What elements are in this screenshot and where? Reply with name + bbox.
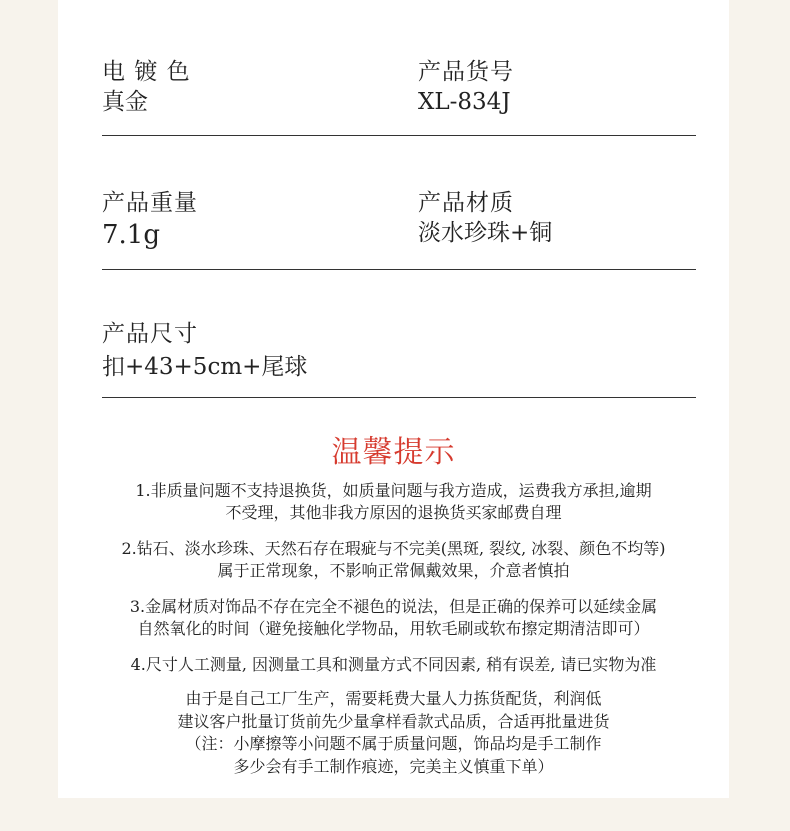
- spec-material: [418, 188, 552, 248]
- tip-line: 不受理，其他非我方原因的退换货买家邮费自理: [225, 503, 562, 522]
- spec-label: 产品材质: [418, 190, 514, 216]
- spec-label: 产品尺寸: [102, 321, 198, 347]
- spec-weight: [102, 188, 198, 252]
- spec-label: 电 镀 色: [102, 59, 191, 85]
- divider: [102, 135, 696, 136]
- spec-value: 7.1g: [102, 220, 160, 250]
- footer-line: （注：小摩擦等小问题不属于质量问题，饰品均是手工制作: [185, 734, 602, 753]
- footer-notice: [58, 688, 729, 778]
- tip-line: 4.尺寸人工测量, 因测量工具和测量方式不同因素, 稍有误差, 请已实物为准: [130, 655, 657, 674]
- spec-value: 淡水珍珠+铜: [418, 220, 553, 246]
- divider: [102, 269, 696, 270]
- tip-item-1: [58, 480, 729, 524]
- spec-label: 产品重量: [102, 190, 198, 216]
- spec-item-number: [418, 57, 514, 117]
- tip-line: 1.非质量问题不支持退换货，如质量问题与我方造成，运费我方承担,逾期: [135, 481, 652, 500]
- tip-line: 自然氧化的时间（避免接触化学物品，用软毛刷或软布擦定期清洁即可）: [137, 619, 650, 638]
- spec-plating-color: [102, 57, 191, 117]
- spec-size: [102, 319, 307, 382]
- footer-line: 建议客户批量订货前先少量拿样看款式品质，合适再批量进货: [177, 711, 610, 731]
- footer-line: 多少会有手工制作痕迹，完美主义慎重下单）: [233, 756, 554, 776]
- footer-line: 由于是自己工厂生产，需要耗费大量人力拣货配货，利润低: [185, 689, 602, 708]
- tip-line: 2.钻石、淡水珍珠、天然石存在瑕疵与不完美(黑斑, 裂纹, 冰裂、颜色不均等): [121, 539, 666, 558]
- tip-line: 3.金属材质对饰品不存在完全不褪色的说法，但是正确的保养可以延续金属: [129, 597, 658, 616]
- tip-line: 属于正常现象，不影响正常佩戴效果，介意者慎拍: [217, 561, 570, 580]
- divider: [102, 397, 696, 398]
- tips-list: [58, 480, 729, 690]
- tip-item-4: [58, 654, 729, 676]
- spec-value: 真金: [102, 89, 148, 115]
- tip-item-2: [58, 538, 729, 582]
- tips-title: 温馨提示: [331, 435, 456, 470]
- spec-label: 产品货号: [418, 59, 514, 85]
- product-info-card: [58, 0, 729, 798]
- spec-value: XL-834J: [418, 89, 511, 115]
- tip-item-3: [58, 596, 729, 640]
- spec-value: 扣+43+5cm+尾球: [102, 354, 308, 380]
